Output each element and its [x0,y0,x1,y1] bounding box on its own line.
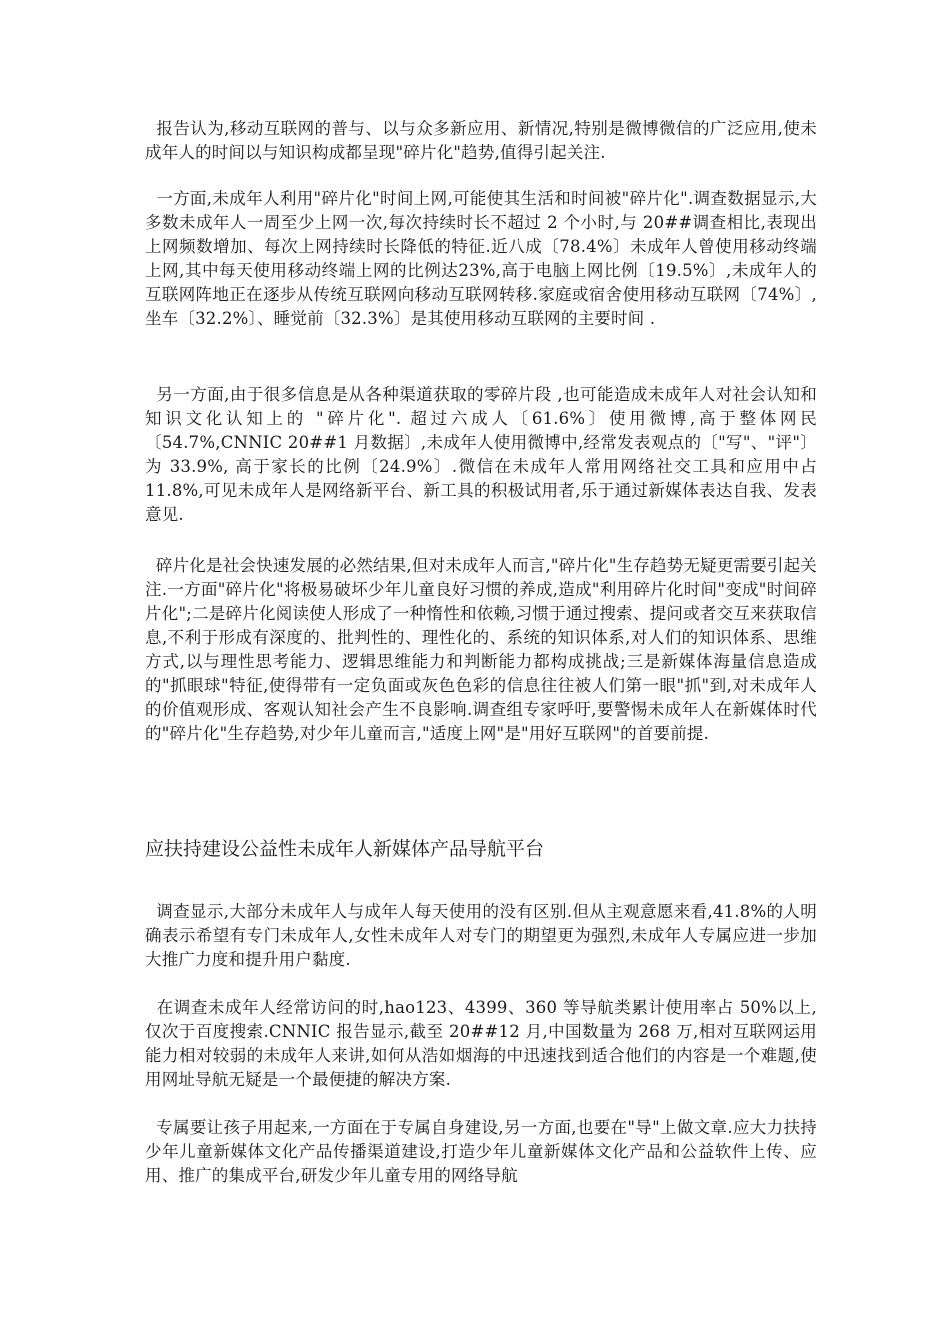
paragraph-fragmentation: 碎片化是社会快速发展的必然结果,但对未成年人而言,"碎片化"生存趋势无疑更需要引起关注.一方面"碎片化"将极易破坏少年儿童良好习惯的养成,造成"利用碎片化时间"变成"时间碎片化";二是碎片化阅读使人形成了一种惰性和依赖,习惯于通过搜索、提问或者交互来获取信息,不利于形成有深度的、批判性的、理性化的、系统的知识体系,对人们的知识体系、思维方式,以与理性思考能力、逻辑思维能力和判断能力都构成挑战;三是新媒体海量信息造成的"抓眼球"特征,使得带有一定负面或灰色色彩的信息往往被人们第一眼"抓"到,对未成年人的价值观形成、客观认知社会产生不良影响.调查组专家呼吁,要警惕未成年人在新媒体时代的"碎片化"生存趋势,对少年儿童而言,"适度上网"是"用好互联网"的首要前提. [145,556,818,743]
paragraph-dedicated-platform: 专属要让孩子用起来,一方面在于专属自身建设,另一方面,也要在"导"上做文章.应大力扶持少年儿童新媒体文化产品传播渠道建设,打造少年儿童新媒体文化产品和公益软件上传、应用、推广的集成平台,研发少年儿童专用的网络导航 [145,1118,817,1185]
section-heading: 应扶持建设公益性未成年人新媒体产品导航平台 [145,838,545,860]
paragraph-navigation-sites: 在调查未成年人经常访问的时,hao123、4399、360 等导航类累计使用率占 50%以上,仅次于百度搜索.CNNIC 报告显示,截至 20##12 月,中国数量为 268 万,相对互联网运用能力相对较弱的未成年人来讲,如何从浩如烟海的中迅速找到适合他们的内容是一个难题,使用网址导航无疑是一个最便捷的解决方案. [145,998,817,1089]
paragraph-mobile-usage: 一方面,未成年人利用"碎片化"时间上网,可能使其生活和时间被"碎片化".调查数据显示,大多数未成年人一周至少上网一次,每次持续时长不超过 2 个小时,与 20##调查相比,表现出上网频数增加、每次上网持续时长降低的特征.近八成〔78.4%〕未成年人曾使用移动终端上网,其中每天使用移动终端上网的比例达23%,高于电脑上网比例〔19.5%〕,未成年人的互联网阵地正在逐步从传统互联网向移动互联网转移.家庭或宿舍使用移动互联网〔74%〕,坐车〔32.2%〕、睡觉前〔32.3%〕是其使用移动互联网的主要时间 . [145,189,818,328]
paragraph-social-cognition: 另一方面,由于很多信息是从各种渠道获取的零碎片段 ,也可能造成未成年人对社会认知和知识文化认知上的 "碎片化". 超过六成人〔61.6%〕使用微博,高于整体网民〔54.7%,CNNIC 20##1 月数据〕,未成年人使用微博中,经常发表观点的〔"写"、"评"〕为 33.9%, 高于家长的比例〔24.9%〕.微信在未成年人常用网络社交工具和应用中占 11.8%,可见未成年人是网络新平台、新工具的积极试用者,乐于通过新媒体表达自我、发表意见. [145,385,823,524]
paragraph-intro: 报告认为,移动互联网的普与、以与众多新应用、新情况,特别是微博微信的广泛应用,使未成年人的时间以与知识构成都呈现"碎片化"趋势,值得引起关注. [145,119,817,162]
paragraph-survey: 调查显示,大部分未成年人与成年人每天使用的没有区别.但从主观意愿来看,41.8%的人明确表示希望有专门未成年人,女性未成年人对专门的期望更为强烈,未成年人专属应进一步加大推广力度和提升用户黏度. [145,902,817,969]
